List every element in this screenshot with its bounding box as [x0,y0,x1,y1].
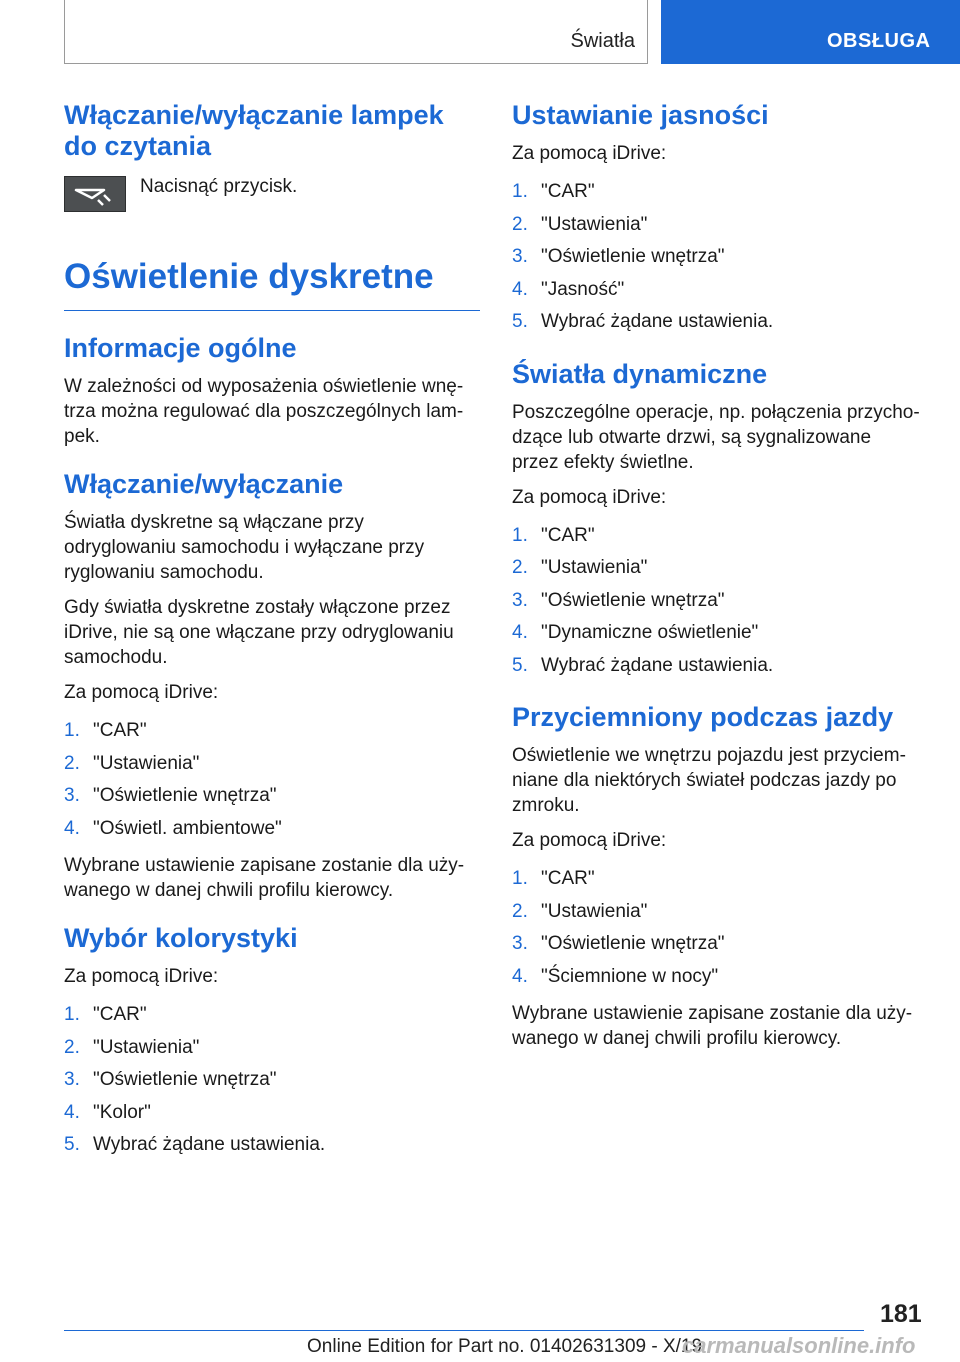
list-item: 3. "Oświetlenie wnętrza" [64,1069,277,1090]
list-item: 2. "Ustawienia" [512,213,648,235]
dimmed-intro: Za pomocą iDrive: [512,830,667,851]
general-info-section [64,333,480,449]
section-tab[interactable] [661,0,960,64]
reading-lamp-button-icon [64,176,126,212]
ambient-heading: Oświetlenie dyskretne [64,256,480,311]
chapter-title: Światła [570,30,635,52]
header-box [64,0,648,64]
list-item: 2. "Ustawienia" [64,752,200,774]
footer-edition: Online Edition for Part no. 01402631309 - X/19 [307,1336,703,1357]
dimmed-section [512,702,922,1051]
color-section [64,923,480,1162]
onoff-paragraph-1: Światła dyskretne są włączane przy odryglowaniu samochodu i wyłączane przy ryglowaniu samochodu. [64,512,425,583]
brightness-steps [512,176,922,339]
brightness-heading: Ustawianie jasności [512,100,769,130]
brightness-intro: Za pomocą iDrive: [512,143,667,164]
page-number: 181 [880,1300,922,1328]
brightness-section [512,100,922,339]
list-item: 5. Wybrać żądane ustawienia. [512,654,774,676]
dynamic-steps [512,520,922,683]
dynamic-text: Poszczególne operacje, np. połączenia przychodzące lub otwarte drzwi, są sygnalizowane przez efekty świetlne. [512,401,920,473]
list-item: 2. "Ustawienia" [512,900,648,922]
onoff-steps [64,715,480,845]
list-item: 3. "Oświetlenie wnętrza" [512,933,725,954]
onoff-heading: Włączanie/wyłączanie [64,469,344,499]
onoff-paragraph-3: Za pomocą iDrive: [64,682,219,703]
list-item: 5. Wybrać żądane ustawienia. [512,311,774,332]
list-item: 4. "Ściemnione w nocy" [512,965,719,987]
list-item: 3. "Oświetlenie wnętrza" [512,589,725,611]
list-item: 4. "Kolor" [64,1101,151,1123]
dynamic-intro: Za pomocą iDrive: [512,486,667,508]
list-item: 4. "Oświetl. ambientowe" [64,817,282,839]
list-item: 1. "CAR" [512,181,595,202]
watermark[interactable]: carmanualsonline.info [682,1333,916,1358]
list-item: 4. "Dynamiczne oświetlenie" [512,622,759,643]
list-item: 1. "CAR" [64,1004,147,1025]
list-item: 2. "Ustawienia" [64,1036,200,1058]
onoff-after-text: Wybrane ustawienie zapisane zostanie dla używanego w danej chwili profilu kierowcy. [64,855,465,901]
onoff-paragraph-2: Gdy światła dyskretne zostały włączone przez iDrive, nie są one włączane przy odryglowaniu samochodu. [64,597,454,668]
dimmed-text: Oświetlenie we wnętrzu pojazdu jest przyciemniane dla niektórych świateł podczas jazdy po zmroku. [512,745,906,816]
right-column [512,100,922,1071]
reading-lamps-section [64,100,480,212]
general-info-heading: Informacje ogólne [64,333,297,363]
dimmed-after-text: Wybrane ustawienie zapisane zostanie dla używanego w danej chwili profilu kierowcy. [512,1003,913,1049]
list-item: 5. Wybrać żądane ustawienia. [64,1134,326,1155]
reading-lamps-heading: Włączanie/wyłączanie lampek do czytania [64,100,444,161]
general-info-text: W zależności od wyposażenia oświetlenie wnętrza można regulować dla poszczególnych lampek. [64,376,464,447]
color-heading: Wybór kolorystyki [64,923,298,953]
dynamic-heading: Światła dynamiczne [512,358,768,389]
color-steps [64,999,480,1162]
dynamic-section [512,359,922,683]
onoff-section [64,469,480,903]
list-item: 1. "CAR" [512,868,595,889]
list-item: 4. "Jasność" [512,278,625,300]
reading-lamp-button-row [64,172,480,212]
dimmed-steps [512,863,922,993]
list-item: 3. "Oświetlenie wnętrza" [512,246,725,267]
section-tab-label: OBSŁUGA [827,30,931,52]
dimmed-heading: Przyciemniony podczas jazdy [512,702,894,732]
color-intro: Za pomocą iDrive: [64,966,219,987]
left-column [64,100,480,1182]
footer-divider [64,1330,864,1331]
list-item: 1. "CAR" [512,524,595,546]
list-item: 3. "Oświetlenie wnętrza" [64,785,277,806]
reading-lamps-text: Nacisnąć przycisk. [140,176,298,197]
list-item: 2. "Ustawienia" [512,557,648,578]
list-item: 1. "CAR" [64,720,147,741]
